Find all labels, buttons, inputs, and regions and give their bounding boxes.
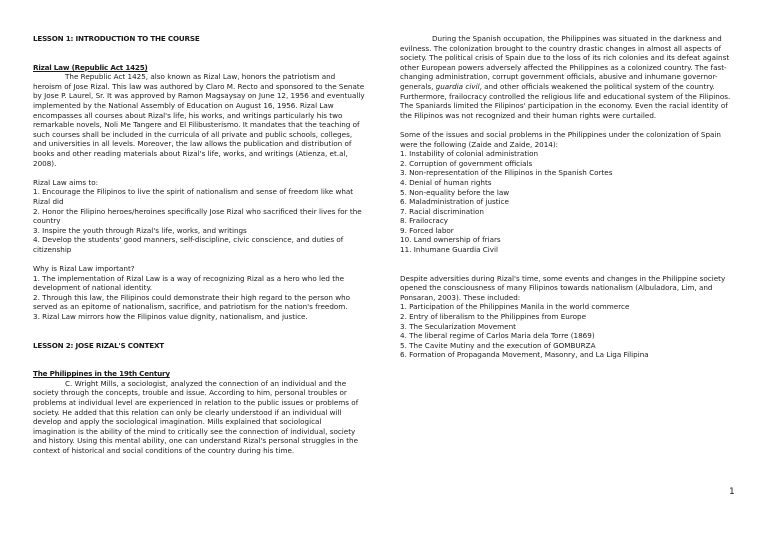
events-item: 3. The Secularization Movement: [400, 321, 516, 331]
rizal-law-paragraph: [33, 72, 365, 168]
lesson1-title: LESSON 1: INTRODUCTION TO THE COURSE: [33, 34, 200, 43]
mills-paragraph: [33, 379, 365, 456]
issues-item: 4. Denial of human rights: [400, 177, 492, 187]
issues-item: 1. Instability of colonial administration: [400, 149, 539, 159]
issues-item: 5. Non-equality before the law: [400, 187, 510, 197]
lesson2-title: LESSON 2: JOSE RIZAL'S CONTEXT: [33, 340, 164, 350]
aims-intro: Rizal Law aims to:: [33, 177, 99, 187]
rizal-law-heading: Rizal Law (Republic Act 1425): [33, 62, 148, 72]
importance-list: [33, 274, 365, 322]
issues-item: 3. Non-representation of the Filipinos in the Spanish Cortes: [400, 168, 613, 178]
spanish-text-start: During the Spanish occupation, the Philippines was situated in the darkness and evilness. The colonization brought to the country drastic changes in almost all aspects of society. The political crisis of Spain due to the loss of its rich colonies and its defeat against other European powers adversely affected the Philippines as a colonized country. The fast-changing administration, corrupt government officials, abusive and inhumane governor-generals,: [400, 34, 730, 91]
issues-item: 7. Racial discrimination: [400, 206, 484, 216]
rizal-law-body: The Republic Act 1425, also known as Rizal Law, honors the patriotism and heroism of Jose Rizal. This law was authored by Claro M. Recto and sponsored to the Senate by Jose P. Laurel, Sr. It was approved by Ramon Magsaysay on June 12, 1956 and eventually implemented by the National Assembly of Education on August 16, 1956. Rizal Law encompasses all courses about Rizal's life, his works, and writings particularly his two remarkable novels, Noli Me Tangere and El Filibusterismo. It mandates that the teaching of such courses shall be included in the curricula of all private and public schools, colleges, and universities in all levels. Moreover, the law allows the publication and distribution of books and other reading materials about Rizal's life, works, and writings (Atienza, et.al, 2008).: [33, 72, 365, 168]
issues-item: 8. Frailocracy: [400, 216, 449, 226]
events-intro: Despite adversities during Rizal's time, some events and changes in the Philippine society opened the consciousness of many Filipinos towards nationalism (Albuladora, Lim, and Ponsaran, 2003). These included:: [400, 273, 726, 302]
issues-item: 2. Corruption of government officials: [400, 158, 533, 168]
events-item: 4. The liberal regime of Carlos Maria dela Torre (1869): [400, 331, 595, 341]
mills-body: C. Wright Mills, a sociologist, analyzed the connection of an individual and the society through the concepts, trouble and issue. According to him, personal troubles or problems at individual level are experienced in relation to the public issues or problems of society. He added that this relation can only be clearly understood if an individual will develop and apply the sociological imagination. Mills explained that sociological imagination is the ability of the mind to critically see the connection of individual, society and history. Using this mental ability, one can understand Rizal's personal struggles in the context of historical and social conditions of the country during his time.: [33, 378, 359, 455]
aims-list: [33, 187, 365, 254]
left-column: [33, 34, 365, 456]
spanish-occupation-paragraph: [400, 34, 735, 120]
events-item: 1. Participation of the Philippines Manila in the world commerce: [400, 302, 630, 312]
right-column: [400, 34, 735, 360]
importance-question: Why is Rizal Law important?: [33, 264, 135, 274]
events-list: [400, 302, 735, 360]
events-item: 6. Formation of Propaganda Movement, Masonry, and La Liga Filipina: [400, 350, 649, 360]
importance-item: 1. The implementation of Rizal Law is a way of recognizing Rizal as a hero who led the development of national identity.: [33, 273, 345, 293]
issues-item: 6. Maladministration of justice: [400, 197, 509, 207]
aims-item: 2. Honor the Filipino heroes/heroines specifically Jose Rizal who sacrificed their lives for the country: [33, 206, 362, 226]
events-item: 5. The Cavite Mutiny and the execution of GOMBURZA: [400, 340, 596, 350]
philippines-19th-century-heading: The Philippines in the 19th Century: [33, 369, 170, 379]
issues-item: 9. Forced labor: [400, 225, 454, 235]
spanish-text-end: , and other officials weakened the political system of the country. Furthermore, frailocracy controlled the religious life and educational system of the Filipinos. The Spaniards limited the Filipinos' participation in the economy. Even the racial identity of the Filipinos was not recognized and their human rights were curtailed.: [400, 81, 731, 120]
events-item: 2. Entry of liberalism to the Philippines from Europe: [400, 312, 587, 322]
issues-item: 11. Inhumane Guardia Civil: [400, 245, 499, 255]
aims-item: 4. Develop the students' good manners, self-discipline, civic conscience, and duties of citizenship: [33, 235, 344, 254]
issues-item: 10. Land ownership of friars: [400, 235, 501, 245]
guardia-civil-italic: guardia civil: [435, 81, 480, 91]
issues-intro: Some of the issues and social problems in the Philippines under the colonization of Spain were the following (Zaide and Zaide, 2014):: [400, 129, 721, 149]
page-number: 1: [729, 487, 735, 497]
aims-item: 1. Encourage the Filipinos to live the spirit of nationalism and sense of freedom like what Rizal did: [33, 187, 354, 206]
importance-item: 3. Rizal Law mirrors how the Filipinos value dignity, nationalism, and justice.: [33, 312, 308, 322]
aims-item: 3. Inspire the youth through Rizal's life, works, and writings: [33, 225, 247, 235]
importance-item: 2. Through this law, the Filipinos could demonstrate their high regard to the person who served as an epitome of nationalism, sacrifice, and patriotism for the nation's freedom.: [33, 292, 351, 312]
issues-list: [400, 149, 735, 255]
